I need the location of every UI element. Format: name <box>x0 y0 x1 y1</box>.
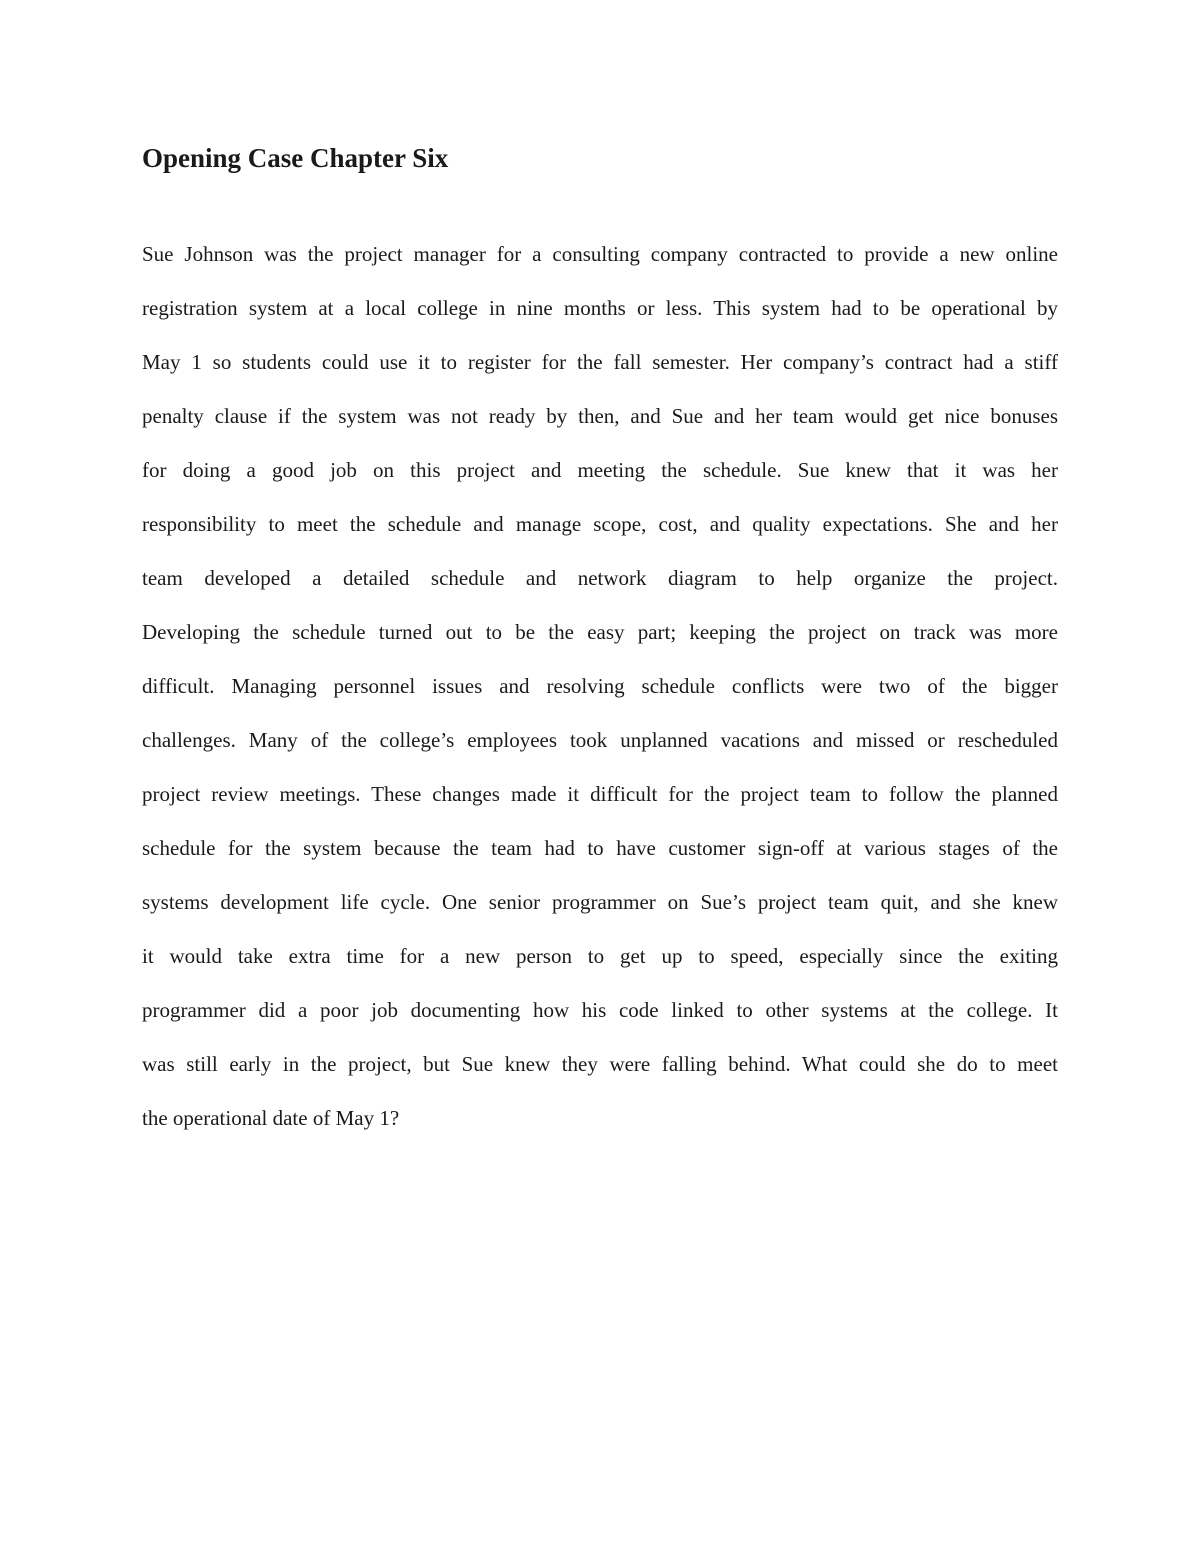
paragraph-line: programmer did a poor job documenting how his code linked to other systems at the college. It <box>142 998 1058 1022</box>
paragraph-line: difficult. Managing personnel issues and resolving schedule conflicts were two of the bigger <box>142 674 1058 698</box>
body-paragraph <box>142 227 1058 1145</box>
paragraph-line: for doing a good job on this project and meeting the schedule. Sue knew that it was her <box>142 458 1058 482</box>
paragraph-line: it would take extra time for a new person to get up to speed, especially since the exiting <box>142 944 1058 968</box>
paragraph-line: challenges. Many of the college’s employees took unplanned vacations and missed or rescheduled <box>142 728 1058 752</box>
paragraph-line: project review meetings. These changes made it difficult for the project team to follow the planned <box>142 782 1058 806</box>
paragraph-line: systems development life cycle. One senior programmer on Sue’s project team quit, and she knew <box>142 890 1058 914</box>
paragraph-line: schedule for the system because the team had to have customer sign-off at various stages of the <box>142 836 1058 860</box>
paragraph-line: May 1 so students could use it to register for the fall semester. Her company’s contract had a stiff <box>142 350 1058 374</box>
paragraph-line: responsibility to meet the schedule and manage scope, cost, and quality expectations. She and her <box>142 512 1058 536</box>
paragraph-line: team developed a detailed schedule and network diagram to help organize the project. <box>142 566 1058 590</box>
paragraph-line: penalty clause if the system was not ready by then, and Sue and her team would get nice bonuses <box>142 404 1058 428</box>
paragraph-line: Sue Johnson was the project manager for a consulting company contracted to provide a new online <box>142 242 1058 266</box>
paragraph-line: was still early in the project, but Sue knew they were falling behind. What could she do to meet <box>142 1052 1058 1076</box>
paragraph-line: the operational date of May 1? <box>142 1106 400 1130</box>
document-title: Opening Case Chapter Six <box>142 143 449 173</box>
paragraph-line: registration system at a local college in nine months or less. This system had to be operational by <box>142 296 1058 320</box>
paragraph-line: Developing the schedule turned out to be the easy part; keeping the project on track was more <box>142 620 1058 644</box>
